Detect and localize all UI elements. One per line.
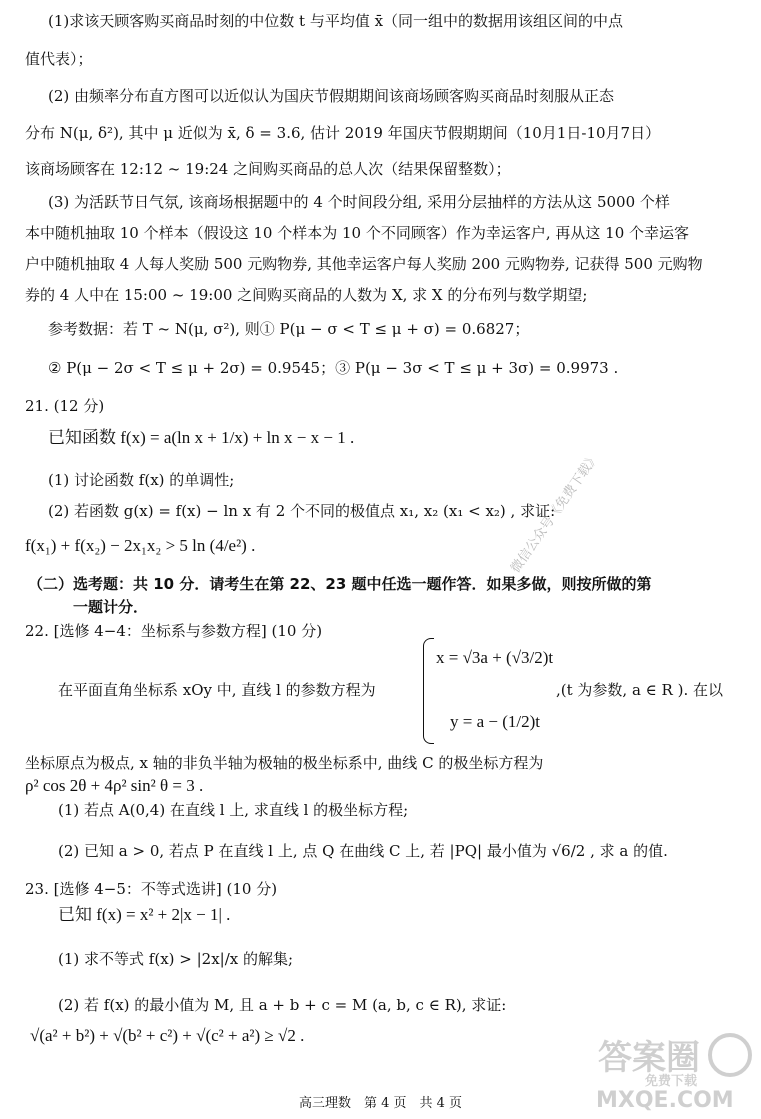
- q23-part2: (2) 若 f(x) 的最小值为 M, 且 a + b + c = M (a, b, c ∈ R), 求证:: [58, 996, 507, 1014]
- reference-data-line2: ② P(μ − 2σ < T ≤ μ + 2σ) = 0.9545；③ P(μ − 3σ < T ≤ μ + 3σ) = 0.9973 .: [48, 359, 619, 377]
- q22-header: 22. [选修 4−4：坐标系与参数方程] (10 分): [25, 622, 323, 640]
- q21-header: 21. (12 分): [25, 397, 105, 415]
- reference-data-line1: 参考数据：若 T ~ N(μ, σ²), 则① P(μ − σ < T ≤ μ + σ) = 0.6827；: [48, 320, 530, 338]
- q20-part2-line2: 分布 N(μ, δ²), 其中 μ 近似为 x̄, δ = 3.6, 估计 2019 年国庆节假期期间（10月1日-10月7日）: [25, 124, 661, 142]
- elective-instruction-line1: （二）选考题：共 10 分．请考生在第 22、23 题中任选一题作答．如果多做，则按所做的第: [28, 575, 652, 593]
- q21-inequality: f(x₁) + f(x₂) − 2x₁x₂ > 5 ln (4/e²) .: [25, 536, 256, 555]
- param-brace: [423, 638, 434, 744]
- q23-function: 已知 f(x) = x² + 2|x − 1| .: [58, 905, 231, 924]
- q21-part1: (1) 讨论函数 f(x) 的单调性;: [48, 471, 235, 489]
- q23-inequality: √(a² + b²) + √(b² + c²) + √(c² + a²) ≥ √2 .: [30, 1026, 305, 1045]
- q22-polar-equation: ρ² cos 2θ + 4ρ² sin² θ = 3 .: [25, 776, 204, 795]
- q20-part2-line1: (2) 由频率分布直方图可以近似认为国庆节假期期间该商场顾客购买商品时刻服从正态: [48, 87, 615, 105]
- logo-badge: 免费下载: [645, 1074, 698, 1089]
- q23-part1: (1) 求不等式 f(x) > |2x|/x 的解集;: [58, 950, 294, 968]
- logo-text-top: 答案圈: [598, 1038, 700, 1078]
- q23-header: 23. [选修 4−5：不等式选讲] (10 分): [25, 880, 278, 898]
- q20-part1-line1: (1)求该天顾客购买商品时刻的中位数 t 与平均值 x̄（同一组中的数据用该组区间的中点: [48, 12, 624, 30]
- q21-part2: (2) 若函数 g(x) = f(x) − ln x 有 2 个不同的极值点 x₁, x₂ (x₁ < x₂) , 求证:: [48, 502, 556, 520]
- q21-function: 已知函数 f(x) = a(ln x + 1/x) + ln x − x − 1 .: [48, 428, 355, 447]
- q20-part3-line3: 户中随机抽取 4 人每人奖励 500 元购物券, 其他幸运客户每人奖励 200 元购物券, 记获得 500 元购物: [25, 255, 703, 273]
- q20-part1-line2: 值代表）；: [25, 50, 93, 68]
- logo-text-bottom: MXQE.COM: [596, 1088, 734, 1113]
- q22-param-x: x = √3a + (√3/2)t: [436, 648, 554, 667]
- q22-polar-line1: 坐标原点为极点, x 轴的非负半轴为极轴的极坐标系中, 曲线 C 的极坐标方程为: [25, 754, 544, 772]
- q20-part3-line2: 本中随机抽取 10 个样本（假设这 10 个样本为 10 个不同顾客）作为幸运客户, 再从这 10 个幸运客: [25, 224, 690, 242]
- q22-param-intro: 在平面直角坐标系 xOy 中, 直线 l 的参数方程为: [58, 681, 376, 699]
- q22-part1: (1) 若点 A(0,4) 在直线 l 上, 求直线 l 的极坐标方程;: [58, 801, 409, 819]
- q20-part2-line3: 该商场顾客在 12:12 ~ 19:24 之间购买商品的总人次（结果保留整数）；: [25, 160, 511, 178]
- q20-part3-line1: (3) 为活跃节日气氛, 该商场根据题中的 4 个时间段分组, 采用分层抽样的方法从这 5000 个样: [48, 193, 670, 211]
- page-footer: 高三理数 第 4 页 共 4 页: [298, 1096, 463, 1111]
- q22-part2: (2) 已知 a > 0, 若点 P 在直线 l 上, 点 Q 在曲线 C 上, 若 |PQ| 最小值为 √6/2 , 求 a 的值.: [58, 842, 668, 860]
- q22-param-y: y = a − (1/2)t: [450, 712, 540, 731]
- q22-param-note: ,(t 为参数, a ∈ R ). 在以: [556, 681, 723, 699]
- watermark-text: 微信公众号《免费下载》: [508, 450, 603, 576]
- elective-instruction-line2: 一题计分．: [73, 598, 149, 616]
- q20-part3-line4: 券的 4 人中在 15:00 ~ 19:00 之间购买商品的人数为 X, 求 X 的分布列与数学期望;: [25, 286, 588, 304]
